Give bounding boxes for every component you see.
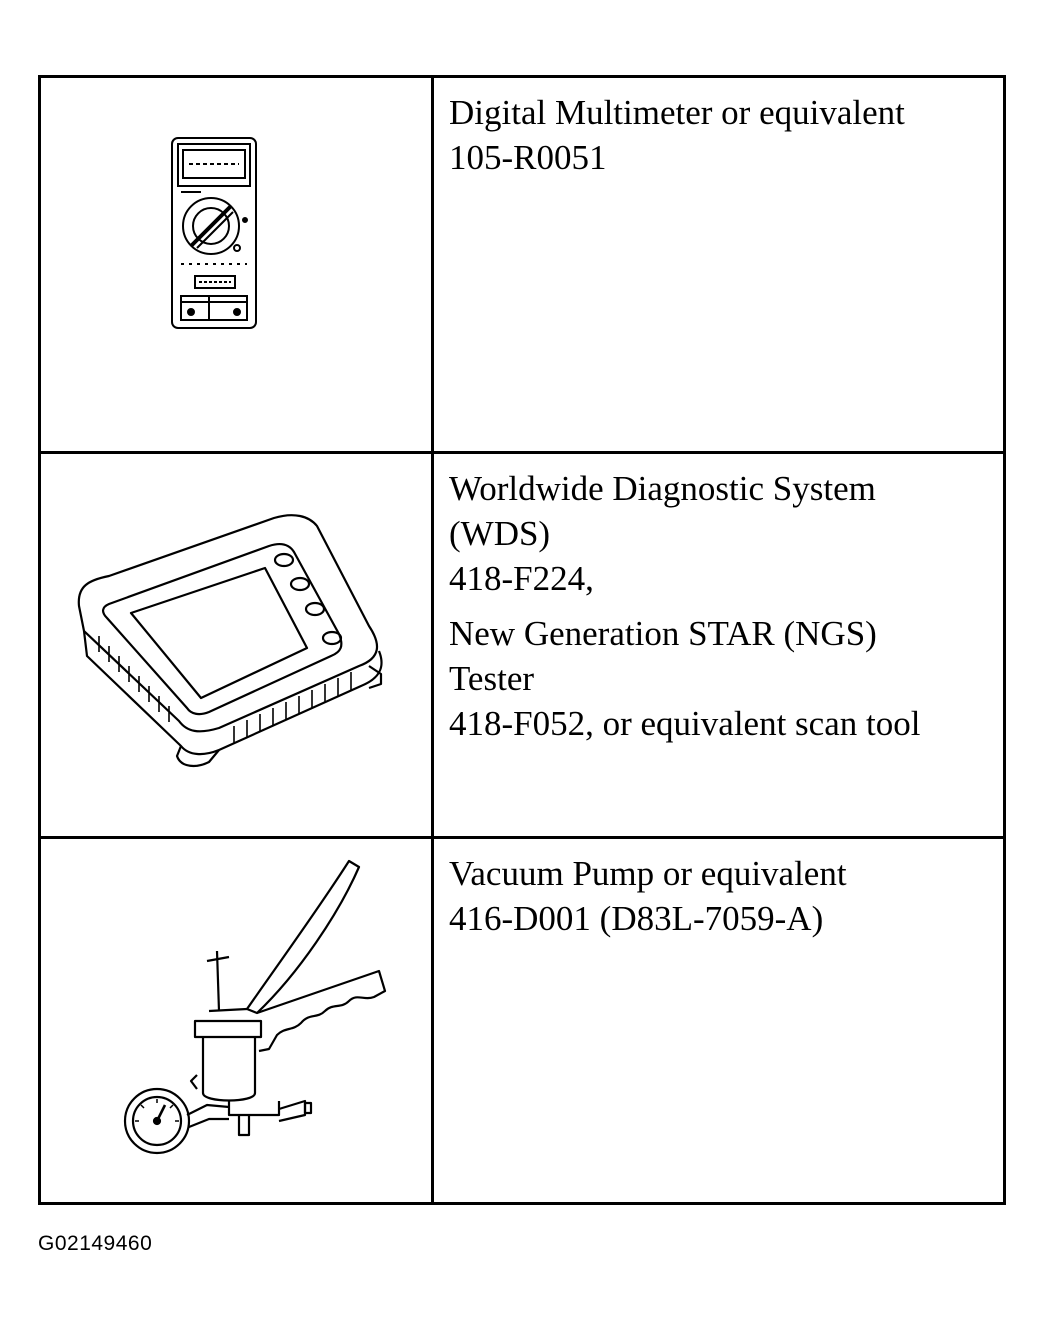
tool-table bbox=[38, 75, 1006, 1205]
figure-id: G02149460 bbox=[38, 1232, 153, 1255]
tool-name: Digital Multimeter or equivalent bbox=[449, 93, 905, 132]
tool-description bbox=[449, 90, 993, 180]
tool-row-vacuum-pump bbox=[41, 839, 1003, 1202]
alt-tool-part-number: 418-F052, or equivalent scan tool bbox=[449, 704, 921, 743]
tool-image-cell bbox=[41, 78, 431, 451]
alt-tool-name-cont: Tester bbox=[449, 659, 535, 698]
tool-part-number: 105-R0051 bbox=[449, 138, 607, 177]
column-divider bbox=[431, 454, 434, 836]
column-divider bbox=[431, 839, 434, 1202]
tool-image-cell bbox=[41, 839, 431, 1202]
tool-row-scan-tool bbox=[41, 454, 1003, 839]
multimeter-icon bbox=[169, 136, 259, 331]
tool-name: Vacuum Pump or equivalent bbox=[449, 854, 847, 893]
tool-description bbox=[449, 466, 993, 746]
vacuum-pump-icon bbox=[79, 853, 399, 1183]
tool-name: Worldwide Diagnostic System bbox=[449, 469, 876, 508]
column-divider bbox=[431, 78, 434, 451]
tool-image-cell bbox=[41, 454, 431, 836]
alt-tool-name: New Generation STAR (NGS) bbox=[449, 614, 877, 653]
tool-part-number: 416-D001 (D83L-7059-A) bbox=[449, 899, 824, 938]
tool-description bbox=[449, 851, 993, 941]
tool-part-number: 418-F224, bbox=[449, 559, 594, 598]
scan-tool-icon bbox=[69, 506, 399, 776]
tool-abbreviation: (WDS) bbox=[449, 514, 551, 553]
tool-row-multimeter bbox=[41, 78, 1003, 454]
